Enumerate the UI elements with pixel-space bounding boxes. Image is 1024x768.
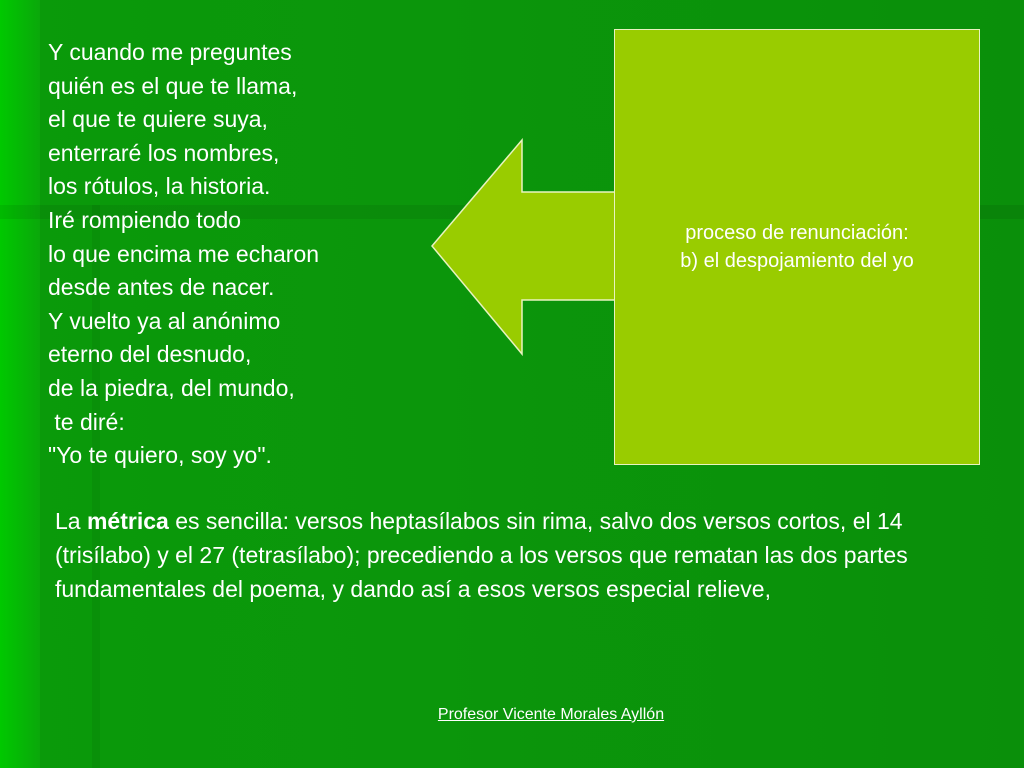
paragraph-rest: es sencilla: versos heptasílabos sin rima, salvo dos versos cortos, el 14 (trisílabo) y el 27 (tetrasílabo); precediendo a los versos que rematan las dos partes fundamentales del poema, y dando así a esos versos especial relieve, [55,508,908,602]
footer [0,706,1024,724]
paragraph-prefix: La [55,508,87,534]
callout-box [614,29,980,465]
poem-line: Y cuando me preguntes [48,39,292,65]
poem-line: los rótulos, la historia. [48,173,271,200]
metrica-paragraph [55,504,985,606]
footer-author: Profesor Vicente Morales Ayllón [437,706,665,723]
left-arrow-icon [430,138,616,358]
poem-line: quién es el que te llama, [48,72,298,99]
poem-line: el que te quiere suya, [48,106,268,133]
poem-line: eterno del desnudo, [48,341,252,368]
poem-line: de la piedra, del mundo, [48,374,295,401]
paragraph-bold-term: métrica [86,508,169,534]
poem-line: lo que encima me echaron [48,240,320,267]
poem-line: te diré: [48,408,125,435]
callout-line-1: proceso de renunciación: [685,222,909,244]
poem-line: Iré rompiendo todo [48,206,242,233]
callout-line-2: b) el despojamiento del yo [680,250,914,272]
poem-line: desde antes de nacer. [48,274,275,301]
poem-line: Y vuelto ya al anónimo [48,307,281,334]
decorative-left-stripe [0,0,40,768]
poem-text [48,36,428,473]
poem-line: "Yo te quiero, soy yo". [48,442,272,469]
poem-line: enterraré los nombres, [48,139,280,166]
